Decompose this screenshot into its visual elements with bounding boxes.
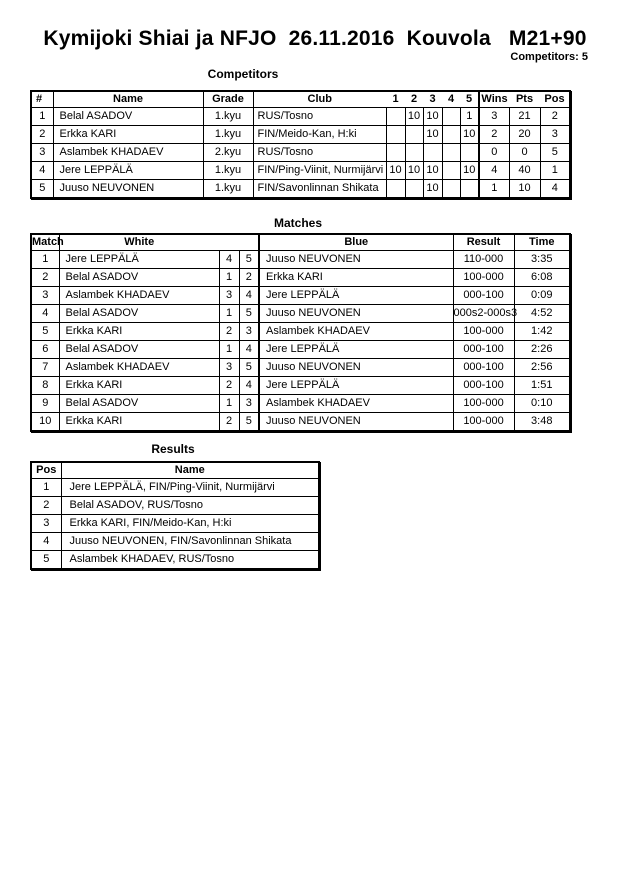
cell-wins: 4: [479, 162, 509, 180]
cell-c2: [405, 144, 423, 162]
cell-result: 000-100: [453, 287, 514, 305]
cell-num: 4: [31, 162, 53, 180]
cell-c4: [442, 126, 460, 144]
cell-pos: 3: [540, 126, 570, 144]
cell-white: Aslambek KHADAEV: [59, 287, 219, 305]
competitors-table-body: [31, 108, 570, 199]
cell-wins: 0: [479, 144, 509, 162]
table-row: [31, 479, 319, 497]
cell-result: 000-100: [453, 359, 514, 377]
cell-bnum: 5: [239, 413, 259, 432]
cell-pts: 21: [509, 108, 540, 126]
cell-blue: Juuso NEUVONEN: [259, 251, 453, 269]
col-header-2: 2: [405, 91, 423, 108]
cell-name: Jere LEPPÄLÄ, FIN/Ping-Viinit, Nurmijärvi: [61, 479, 319, 497]
cell-wnum: 3: [219, 287, 239, 305]
competitors-count: Competitors: 5: [510, 51, 588, 63]
table-row: [31, 126, 570, 144]
cell-c3: 10: [423, 180, 442, 199]
cell-club: FIN/Ping-Viinit, Nurmijärvi: [253, 162, 386, 180]
cell-c4: [442, 144, 460, 162]
cell-grade: 1.kyu: [203, 108, 253, 126]
cell-match: 6: [31, 341, 59, 359]
cell-time: 0:09: [514, 287, 570, 305]
cell-c5: [460, 144, 479, 162]
cell-c5: 1: [460, 108, 479, 126]
cell-pos: 2: [31, 497, 61, 515]
cell-bnum: 5: [239, 359, 259, 377]
cell-name: Aslambek KHADAEV, RUS/Tosno: [61, 551, 319, 570]
cell-pos: 1: [31, 479, 61, 497]
cell-c2: [405, 180, 423, 199]
page-title: Kymijoki Shiai ja NFJO 26.11.2016 Kouvola M21+90: [43, 27, 587, 50]
cell-num: 1: [31, 108, 53, 126]
cell-pos: 1: [540, 162, 570, 180]
cell-time: 2:26: [514, 341, 570, 359]
cell-wins: 1: [479, 180, 509, 199]
cell-time: 1:51: [514, 377, 570, 395]
cell-name: Jere LEPPÄLÄ: [53, 162, 203, 180]
cell-white: Erkka KARI: [59, 413, 219, 432]
cell-pts: 10: [509, 180, 540, 199]
results-table-body: [31, 479, 319, 570]
cell-result: 000-100: [453, 341, 514, 359]
cell-match: 1: [31, 251, 59, 269]
col-header-name: Name: [61, 462, 319, 479]
cell-white: Erkka KARI: [59, 323, 219, 341]
cell-bnum: 4: [239, 287, 259, 305]
col-header-blue: Blue: [259, 234, 453, 251]
cell-grade: 1.kyu: [203, 180, 253, 199]
cell-wnum: 2: [219, 323, 239, 341]
cell-match: 4: [31, 305, 59, 323]
cell-name: Erkka KARI, FIN/Meido-Kan, H:ki: [61, 515, 319, 533]
cell-blue: Jere LEPPÄLÄ: [259, 377, 453, 395]
cell-c3: 10: [423, 126, 442, 144]
cell-c3: 10: [423, 108, 442, 126]
cell-c1: 10: [386, 162, 405, 180]
table-row: [31, 395, 570, 413]
cell-result: 000s2-000s3: [453, 305, 514, 323]
cell-c4: [442, 162, 460, 180]
cell-bnum: 2: [239, 269, 259, 287]
cell-pos: 5: [540, 144, 570, 162]
cell-time: 3:35: [514, 251, 570, 269]
table-row: [31, 533, 319, 551]
matches-section-heading: Matches: [273, 216, 323, 230]
cell-c1: [386, 108, 405, 126]
table-row: [31, 323, 570, 341]
cell-white: Belal ASADOV: [59, 395, 219, 413]
cell-wnum: 2: [219, 413, 239, 432]
col-header-num: #: [31, 91, 53, 108]
cell-time: 4:52: [514, 305, 570, 323]
col-header-1: 1: [386, 91, 405, 108]
table-row: [31, 180, 570, 199]
cell-name: Belal ASADOV: [53, 108, 203, 126]
cell-result: 100-000: [453, 269, 514, 287]
competitors-section-heading: Competitors: [207, 67, 279, 81]
cell-grade: 1.kyu: [203, 126, 253, 144]
cell-time: 1:42: [514, 323, 570, 341]
cell-time: 3:48: [514, 413, 570, 432]
cell-pts: 0: [509, 144, 540, 162]
results-section-heading: Results: [151, 442, 195, 456]
cell-bnum: 4: [239, 377, 259, 395]
cell-grade: 2.kyu: [203, 144, 253, 162]
cell-white: Belal ASADOV: [59, 341, 219, 359]
cell-c1: [386, 126, 405, 144]
table-row: [31, 515, 319, 533]
cell-c4: [442, 180, 460, 199]
cell-pts: 40: [509, 162, 540, 180]
cell-name: Belal ASADOV, RUS/Tosno: [61, 497, 319, 515]
table-row: [31, 377, 570, 395]
cell-club: RUS/Tosno: [253, 144, 386, 162]
cell-time: 0:10: [514, 395, 570, 413]
competitors-header-row: [31, 91, 570, 108]
cell-c5: [460, 180, 479, 199]
col-header-match: Match: [31, 234, 59, 251]
cell-bnum: 3: [239, 323, 259, 341]
cell-blue: Juuso NEUVONEN: [259, 305, 453, 323]
cell-wnum: 3: [219, 359, 239, 377]
cell-match: 8: [31, 377, 59, 395]
col-header-name: Name: [53, 91, 203, 108]
cell-white: Aslambek KHADAEV: [59, 359, 219, 377]
cell-club: FIN/Meido-Kan, H:ki: [253, 126, 386, 144]
cell-result: 100-000: [453, 323, 514, 341]
table-row: [31, 341, 570, 359]
cell-c4: [442, 108, 460, 126]
cell-wnum: 1: [219, 305, 239, 323]
cell-num: 2: [31, 126, 53, 144]
results-header-row: [31, 462, 319, 479]
col-header-club: Club: [253, 91, 386, 108]
cell-match: 5: [31, 323, 59, 341]
cell-pos: 4: [540, 180, 570, 199]
cell-wins: 3: [479, 108, 509, 126]
cell-wnum: 2: [219, 377, 239, 395]
table-row: [31, 251, 570, 269]
cell-match: 10: [31, 413, 59, 432]
cell-name: Erkka KARI: [53, 126, 203, 144]
col-header-3: 3: [423, 91, 442, 108]
table-row: [31, 108, 570, 126]
cell-blue: Aslambek KHADAEV: [259, 395, 453, 413]
matches-header-row: [31, 234, 570, 251]
cell-name: Juuso NEUVONEN: [53, 180, 203, 199]
cell-num: 5: [31, 180, 53, 199]
cell-pts: 20: [509, 126, 540, 144]
table-row: [31, 305, 570, 323]
cell-match: 2: [31, 269, 59, 287]
table-row: [31, 287, 570, 305]
cell-blue: Erkka KARI: [259, 269, 453, 287]
cell-wnum: 1: [219, 395, 239, 413]
cell-bnum: 5: [239, 305, 259, 323]
cell-result: 110-000: [453, 251, 514, 269]
table-row: [31, 144, 570, 162]
cell-bnum: 3: [239, 395, 259, 413]
cell-wins: 2: [479, 126, 509, 144]
competitors-table: [30, 90, 571, 199]
table-row: [31, 413, 570, 432]
col-header-white-num: [219, 234, 239, 251]
cell-num: 3: [31, 144, 53, 162]
cell-club: FIN/Savonlinnan Shikata: [253, 180, 386, 199]
cell-name: Juuso NEUVONEN, FIN/Savonlinnan Shikata: [61, 533, 319, 551]
cell-result: 100-000: [453, 413, 514, 432]
cell-c2: 10: [405, 108, 423, 126]
cell-name: Aslambek KHADAEV: [53, 144, 203, 162]
cell-bnum: 4: [239, 341, 259, 359]
cell-result: 000-100: [453, 377, 514, 395]
cell-club: RUS/Tosno: [253, 108, 386, 126]
cell-blue: Jere LEPPÄLÄ: [259, 341, 453, 359]
col-header-white: White: [59, 234, 219, 251]
cell-white: Erkka KARI: [59, 377, 219, 395]
cell-blue: Aslambek KHADAEV: [259, 323, 453, 341]
table-row: [31, 359, 570, 377]
cell-pos: 5: [31, 551, 61, 570]
cell-blue: Juuso NEUVONEN: [259, 359, 453, 377]
cell-wnum: 4: [219, 251, 239, 269]
cell-match: 9: [31, 395, 59, 413]
cell-wnum: 1: [219, 341, 239, 359]
cell-grade: 1.kyu: [203, 162, 253, 180]
col-header-pts: Pts: [509, 91, 540, 108]
table-row: [31, 497, 319, 515]
col-header-pos: Pos: [31, 462, 61, 479]
cell-time: 6:08: [514, 269, 570, 287]
matches-table-body: [31, 251, 570, 432]
cell-white: Jere LEPPÄLÄ: [59, 251, 219, 269]
col-header-grade: Grade: [203, 91, 253, 108]
cell-bnum: 5: [239, 251, 259, 269]
cell-white: Belal ASADOV: [59, 305, 219, 323]
cell-blue: Jere LEPPÄLÄ: [259, 287, 453, 305]
cell-c2: [405, 126, 423, 144]
results-table: [30, 461, 320, 570]
cell-pos: 2: [540, 108, 570, 126]
cell-result: 100-000: [453, 395, 514, 413]
table-row: [31, 162, 570, 180]
col-header-pos: Pos: [540, 91, 570, 108]
cell-c3: [423, 144, 442, 162]
table-row: [31, 551, 319, 570]
cell-c3: 10: [423, 162, 442, 180]
cell-c1: [386, 180, 405, 199]
col-header-wins: Wins: [479, 91, 509, 108]
col-header-result: Result: [453, 234, 514, 251]
col-header-4: 4: [442, 91, 460, 108]
cell-time: 2:56: [514, 359, 570, 377]
cell-c2: 10: [405, 162, 423, 180]
cell-c5: 10: [460, 126, 479, 144]
cell-blue: Juuso NEUVONEN: [259, 413, 453, 432]
cell-match: 3: [31, 287, 59, 305]
col-header-blue-num: [239, 234, 259, 251]
cell-c5: 10: [460, 162, 479, 180]
cell-match: 7: [31, 359, 59, 377]
col-header-5: 5: [460, 91, 479, 108]
matches-table: [30, 233, 571, 432]
cell-pos: 4: [31, 533, 61, 551]
table-row: [31, 269, 570, 287]
cell-white: Belal ASADOV: [59, 269, 219, 287]
cell-c1: [386, 144, 405, 162]
col-header-time: Time: [514, 234, 570, 251]
cell-wnum: 1: [219, 269, 239, 287]
cell-pos: 3: [31, 515, 61, 533]
